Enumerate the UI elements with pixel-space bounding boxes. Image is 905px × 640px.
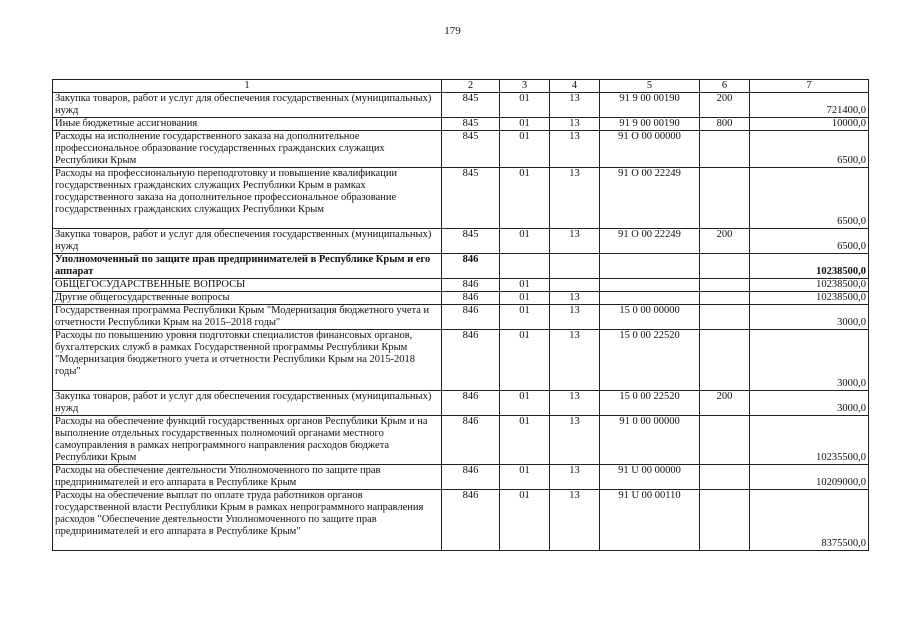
row-code-c4: [550, 279, 600, 292]
row-code-c3: 01: [500, 229, 550, 254]
row-amount: 10209000,0: [750, 465, 869, 490]
row-code-c6: [700, 254, 750, 279]
table-row: [53, 490, 869, 551]
row-code-c2: 846: [442, 254, 500, 279]
row-code-c3: 01: [500, 118, 550, 131]
row-code-c5: 91 О 00 00000: [600, 131, 700, 168]
row-amount: 6500,0: [750, 229, 869, 254]
column-header-4: 4: [550, 80, 600, 93]
column-header-5: 5: [600, 80, 700, 93]
row-description: Иные бюджетные ассигнования: [53, 118, 442, 131]
row-code-c2: 846: [442, 305, 500, 330]
row-amount: 3000,0: [750, 330, 869, 391]
row-code-c2: 845: [442, 168, 500, 229]
row-amount: 721400,0: [750, 93, 869, 118]
row-code-c3: 01: [500, 416, 550, 465]
row-code-c4: 13: [550, 416, 600, 465]
row-code-c6: 200: [700, 93, 750, 118]
row-code-c3: 01: [500, 168, 550, 229]
row-description: Расходы на профессиональную переподготовку и повышение квалификации государственных гражданских служащих Республики Крым в рамках государственного заказа на дополнительное профессиональное образование государственных гражданских служащих Республики Крым: [53, 168, 442, 229]
row-code-c4: 13: [550, 391, 600, 416]
row-description: Расходы на обеспечение функций государственных органов Республики Крым и на выполнение отдельных государственных полномочий органами местного самоуправления в рамках непрограммного направления расходов бюджета Республики Крым: [53, 416, 442, 465]
row-code-c2: 846: [442, 330, 500, 391]
row-code-c5: 15 0 00 22520: [600, 330, 700, 391]
table-row: [53, 305, 869, 330]
row-code-c4: 13: [550, 490, 600, 551]
row-code-c4: 13: [550, 292, 600, 305]
row-amount: 10238500,0: [750, 254, 869, 279]
row-description: Расходы на исполнение государственного заказа на дополнительное профессиональное образование государственных гражданских служащих Республики Крым: [53, 131, 442, 168]
row-description: Уполномоченный по защите прав предпринимателей в Республике Крым и его аппарат: [53, 254, 442, 279]
row-code-c2: 846: [442, 465, 500, 490]
row-description: Расходы по повышению уровня подготовки специалистов финансовых органов, бухгалтерских служб в рамках Государственной программы Республики Крым "Модернизация бюджетного учета и отчетности Республики Крым на 2015-2018 годы": [53, 330, 442, 391]
table-row: [53, 416, 869, 465]
table-row: [53, 229, 869, 254]
table-row: [53, 391, 869, 416]
row-code-c5: 91 0 00 00000: [600, 416, 700, 465]
row-code-c3: 01: [500, 292, 550, 305]
row-amount: 3000,0: [750, 305, 869, 330]
row-amount: 6500,0: [750, 168, 869, 229]
row-code-c6: [700, 330, 750, 391]
row-description: ОБЩЕГОСУДАРСТВЕННЫЕ ВОПРОСЫ: [53, 279, 442, 292]
row-code-c2: 846: [442, 490, 500, 551]
page-number: 179: [444, 25, 461, 37]
table-row: [53, 330, 869, 391]
row-code-c2: 846: [442, 279, 500, 292]
row-code-c6: [700, 279, 750, 292]
row-code-c3: 01: [500, 93, 550, 118]
row-code-c6: [700, 292, 750, 305]
row-code-c4: 13: [550, 330, 600, 391]
row-code-c2: 846: [442, 391, 500, 416]
row-description: Закупка товаров, работ и услуг для обеспечения государственных (муниципальных) нужд: [53, 229, 442, 254]
row-code-c3: 01: [500, 131, 550, 168]
row-code-c2: 846: [442, 292, 500, 305]
row-code-c2: 846: [442, 416, 500, 465]
row-code-c6: [700, 416, 750, 465]
row-code-c3: [500, 254, 550, 279]
row-code-c4: 13: [550, 118, 600, 131]
row-code-c5: 91 9 00 00190: [600, 93, 700, 118]
row-description: Расходы на обеспечение выплат по оплате труда работников органов государственной власти Республики Крым в рамках непрограммного направления расходов "Обеспечение деятельности Уполномоченного по защите прав предпринимателей и его аппарата в Республике Крым": [53, 490, 442, 551]
column-header-7: 7: [750, 80, 869, 93]
row-description: Другие общегосударственные вопросы: [53, 292, 442, 305]
budget-table-body: [53, 80, 869, 551]
row-code-c6: 800: [700, 118, 750, 131]
row-amount: 10235500,0: [750, 416, 869, 465]
row-amount: 3000,0: [750, 391, 869, 416]
row-description: Расходы на обеспечение деятельности Уполномоченного по защите прав предпринимателей и его аппарата в Республике Крым: [53, 465, 442, 490]
row-amount: 6500,0: [750, 131, 869, 168]
column-header-3: 3: [500, 80, 550, 93]
row-code-c4: 13: [550, 305, 600, 330]
table-row: [53, 168, 869, 229]
table-row: [53, 93, 869, 118]
row-code-c5: [600, 292, 700, 305]
row-code-c5: 91 U 00 00110: [600, 490, 700, 551]
row-code-c5: 91 О 00 22249: [600, 168, 700, 229]
row-code-c6: [700, 131, 750, 168]
row-amount: 8375500,0: [750, 490, 869, 551]
row-code-c3: 01: [500, 391, 550, 416]
row-amount: 10000,0: [750, 118, 869, 131]
row-code-c2: 845: [442, 131, 500, 168]
row-description: Закупка товаров, работ и услуг для обеспечения государственных (муниципальных) нужд: [53, 93, 442, 118]
row-description: Государственная программа Республики Крым "Модернизация бюджетного учета и отчетности Республики Крым на 2015–2018 годы": [53, 305, 442, 330]
row-code-c6: [700, 490, 750, 551]
row-code-c4: 13: [550, 168, 600, 229]
row-code-c6: 200: [700, 229, 750, 254]
row-code-c3: 01: [500, 490, 550, 551]
column-header-2: 2: [442, 80, 500, 93]
row-code-c6: [700, 305, 750, 330]
table-header-row: [53, 80, 869, 93]
table-row: [53, 279, 869, 292]
row-amount: 10238500,0: [750, 292, 869, 305]
row-code-c5: 91 9 00 00190: [600, 118, 700, 131]
column-header-6: 6: [700, 80, 750, 93]
row-description: Закупка товаров, работ и услуг для обеспечения государственных (муниципальных) нужд: [53, 391, 442, 416]
row-code-c2: 845: [442, 118, 500, 131]
row-code-c5: 15 0 00 22520: [600, 391, 700, 416]
table-row: [53, 292, 869, 305]
row-code-c2: 845: [442, 229, 500, 254]
row-code-c4: 13: [550, 93, 600, 118]
row-code-c4: [550, 254, 600, 279]
budget-table: [52, 79, 869, 551]
column-header-1: 1: [53, 80, 442, 93]
table-row: [53, 254, 869, 279]
row-code-c5: [600, 279, 700, 292]
row-code-c5: 15 0 00 00000: [600, 305, 700, 330]
table-row: [53, 131, 869, 168]
row-code-c3: 01: [500, 330, 550, 391]
row-code-c3: 01: [500, 279, 550, 292]
table-row: [53, 465, 869, 490]
row-code-c4: 13: [550, 229, 600, 254]
row-code-c3: 01: [500, 305, 550, 330]
row-code-c4: 13: [550, 131, 600, 168]
row-code-c4: 13: [550, 465, 600, 490]
row-code-c6: [700, 168, 750, 229]
row-code-c3: 01: [500, 465, 550, 490]
row-code-c6: [700, 465, 750, 490]
row-amount: 10238500,0: [750, 279, 869, 292]
row-code-c2: 845: [442, 93, 500, 118]
row-code-c5: [600, 254, 700, 279]
table-row: [53, 118, 869, 131]
row-code-c6: 200: [700, 391, 750, 416]
row-code-c5: 91 О 00 22249: [600, 229, 700, 254]
row-code-c5: 91 U 00 00000: [600, 465, 700, 490]
